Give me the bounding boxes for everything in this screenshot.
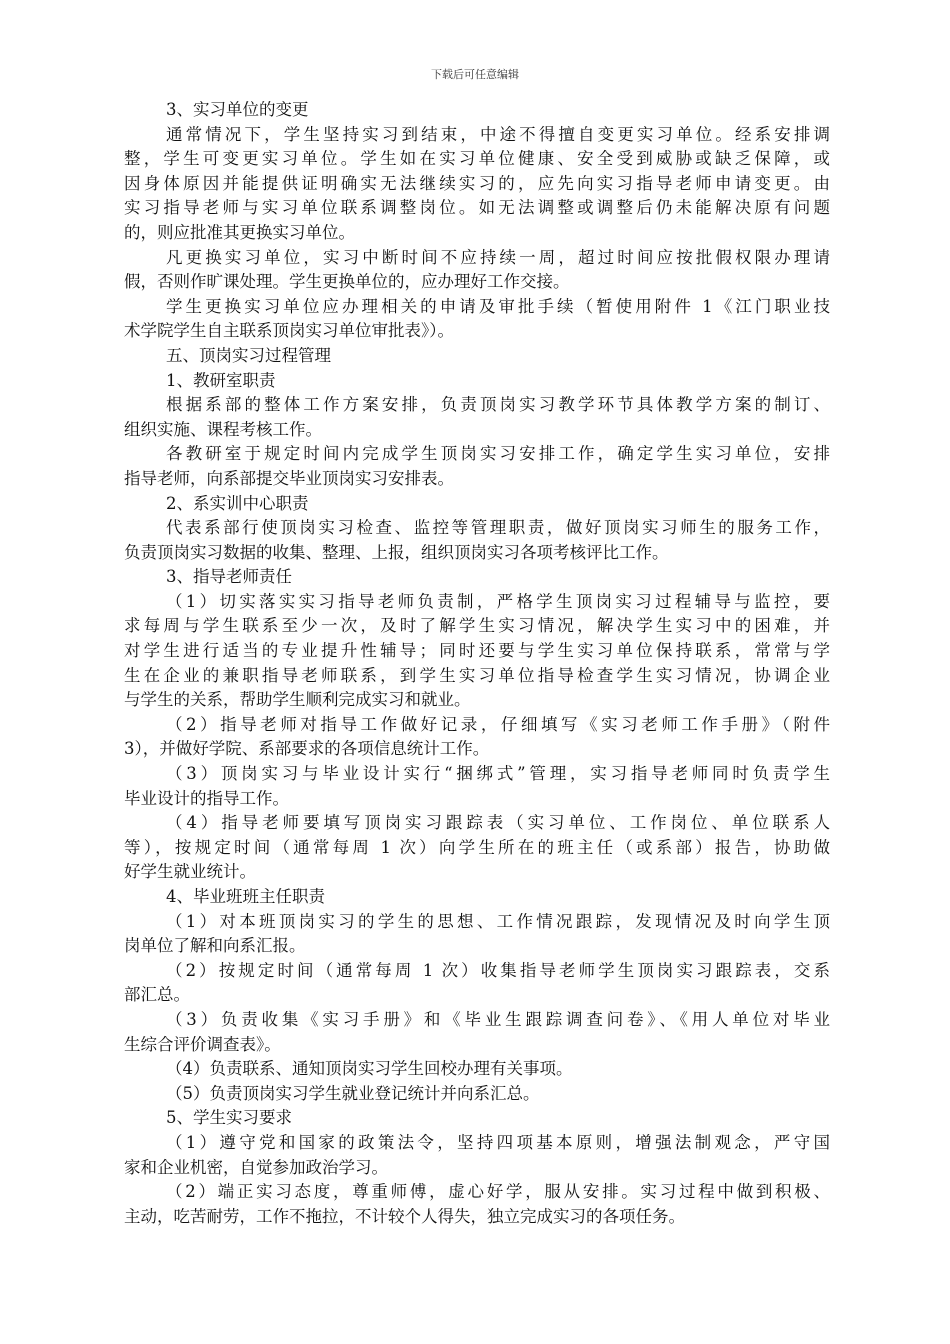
text-line: 通常情况下，学生坚持实习到结束，中途不得擅自变更实习单位。经系安排调 [166, 124, 830, 144]
text-line: 4、毕业班班主任职责 [166, 887, 325, 906]
text-line: 因身体原因并能提供证明确实无法继续实习的，应先向实习指导老师申请变更。由 [124, 173, 830, 193]
text-line: 假，否则作旷课处理。学生更换单位的，应办理好工作交接。 [124, 272, 570, 292]
text-line: （1）对本班顶岗实习的学生的思想、工作情况跟踪，发现情况及时向学生顶 [166, 911, 830, 931]
text-line: 部汇总。 [124, 985, 190, 1005]
text-line: （1）遵守党和国家的政策法令，坚持四项基本原则，增强法制观念，严守国 [166, 1132, 830, 1152]
text-line: 生在企业的兼职指导老师联系，到学生实习单位指导检查学生实习情况，协调企业 [124, 665, 830, 685]
text-line: 术学院学生自主联系顶岗实习单位审批表》）。 [124, 321, 454, 341]
text-line: （2）按规定时间（通常每周 1 次）收集指导老师学生顶岗实习跟踪表，交系 [166, 960, 830, 980]
text-line: （4）指导老师要填写顶岗实习跟踪表（实习单位、工作岗位、单位联系人 [166, 813, 830, 833]
text-line: 凡更换实习单位，实习中断时间不应持续一周，超过时间应按批假权限办理请 [166, 247, 830, 267]
text-line: 整，学生可变更实习单位。学生如在实习单位健康、安全受到威胁或缺乏保障，或 [124, 149, 830, 169]
text-line: 根据系部的整体工作方案安排，负责顶岗实习教学环节具体教学方案的制订、 [166, 395, 830, 415]
text-line: （3）负责收集《实习手册》和《毕业生跟踪调查问卷》、《用人单位对毕业 [166, 1009, 830, 1029]
text-line: 对学生进行适当的专业提升性辅导；同时还要与学生实习单位保持联系，常常与学 [124, 641, 830, 661]
text-line: 1、教研室职责 [166, 370, 276, 390]
text-line: 五、顶岗实习过程管理 [166, 345, 331, 365]
text-line: 学生更换实习单位应办理相关的申请及审批手续（暂使用附件 1《江门职业技 [166, 296, 830, 316]
text-line: 3、实习单位的变更 [166, 100, 309, 119]
text-line: 好学生就业统计。 [124, 862, 256, 882]
text-line: 2、系实训中心职责 [166, 493, 309, 513]
text-line: 各教研室于规定时间内完成学生顶岗实习安排工作，确定学生实习单位，安排 [166, 444, 830, 464]
text-line: 3），并做好学院、系部要求的各项信息统计工作。 [124, 739, 490, 759]
text-line: 主动，吃苦耐劳，工作不拖拉，不计较个人得失，独立完成实习的各项任务。 [124, 1206, 685, 1226]
text-line: 组织实施、课程考核工作。 [124, 419, 322, 439]
text-line: 3、指导老师责任 [166, 567, 292, 587]
text-line: 生综合评价调查表》。 [124, 1034, 281, 1054]
text-line: （2）端正实习态度，尊重师傅，虚心好学，服从安排。实习过程中做到积极、 [166, 1182, 830, 1202]
text-line: 毕业设计的指导工作。 [124, 788, 289, 808]
document-body [124, 98, 830, 1229]
text-line: 代表系部行使顶岗实习检查、监控等管理职责，做好顶岗实习师生的服务工作， [166, 518, 830, 538]
text-line: 与学生的关系，帮助学生顺利完成实习和就业。 [124, 690, 471, 710]
text-line: 5、学生实习要求 [166, 1108, 292, 1128]
text-line: 的，则应批准其更换实习单位。 [124, 222, 355, 242]
text-line: 指导老师，向系部提交毕业顶岗实习安排表。 [124, 468, 454, 488]
text-line: 负责顶岗实习数据的收集、整理、上报，组织顶岗实习各项考核评比工作。 [124, 542, 669, 562]
text-line: （3）顶岗实习与毕业设计实行“捆绑式”管理，实习指导老师同时负责学生 [166, 764, 830, 784]
text-line: 实习指导老师与实习单位联系调整岗位。如无法调整或调整后仍未能解决原有问题 [124, 198, 830, 218]
text-line: （1）切实落实实习指导老师负责制，严格学生顶岗实习过程辅导与监控，要 [166, 591, 830, 611]
text-line: 岗单位了解和向系汇报。 [124, 936, 306, 956]
text-line: 等），按规定时间（通常每周 1 次）向学生所在的班主任（或系部）报告，协助做 [124, 837, 830, 857]
text-line: （4）负责联系、通知顶岗实习学生回校办理有关事项。 [166, 1059, 573, 1079]
page-header: 下载后可任意编辑 [431, 68, 519, 81]
text-line: 家和企业机密，自觉参加政治学习。 [124, 1157, 388, 1177]
text-line: （5）负责顶岗实习学生就业登记统计并向系汇总。 [166, 1083, 540, 1103]
text-line: （2）指导老师对指导工作做好记录，仔细填写《实习老师工作手册》（附件 [166, 714, 830, 734]
text-line: 求每周与学生联系至少一次，及时了解学生实习情况，解决学生实习中的困难，并 [124, 616, 830, 636]
